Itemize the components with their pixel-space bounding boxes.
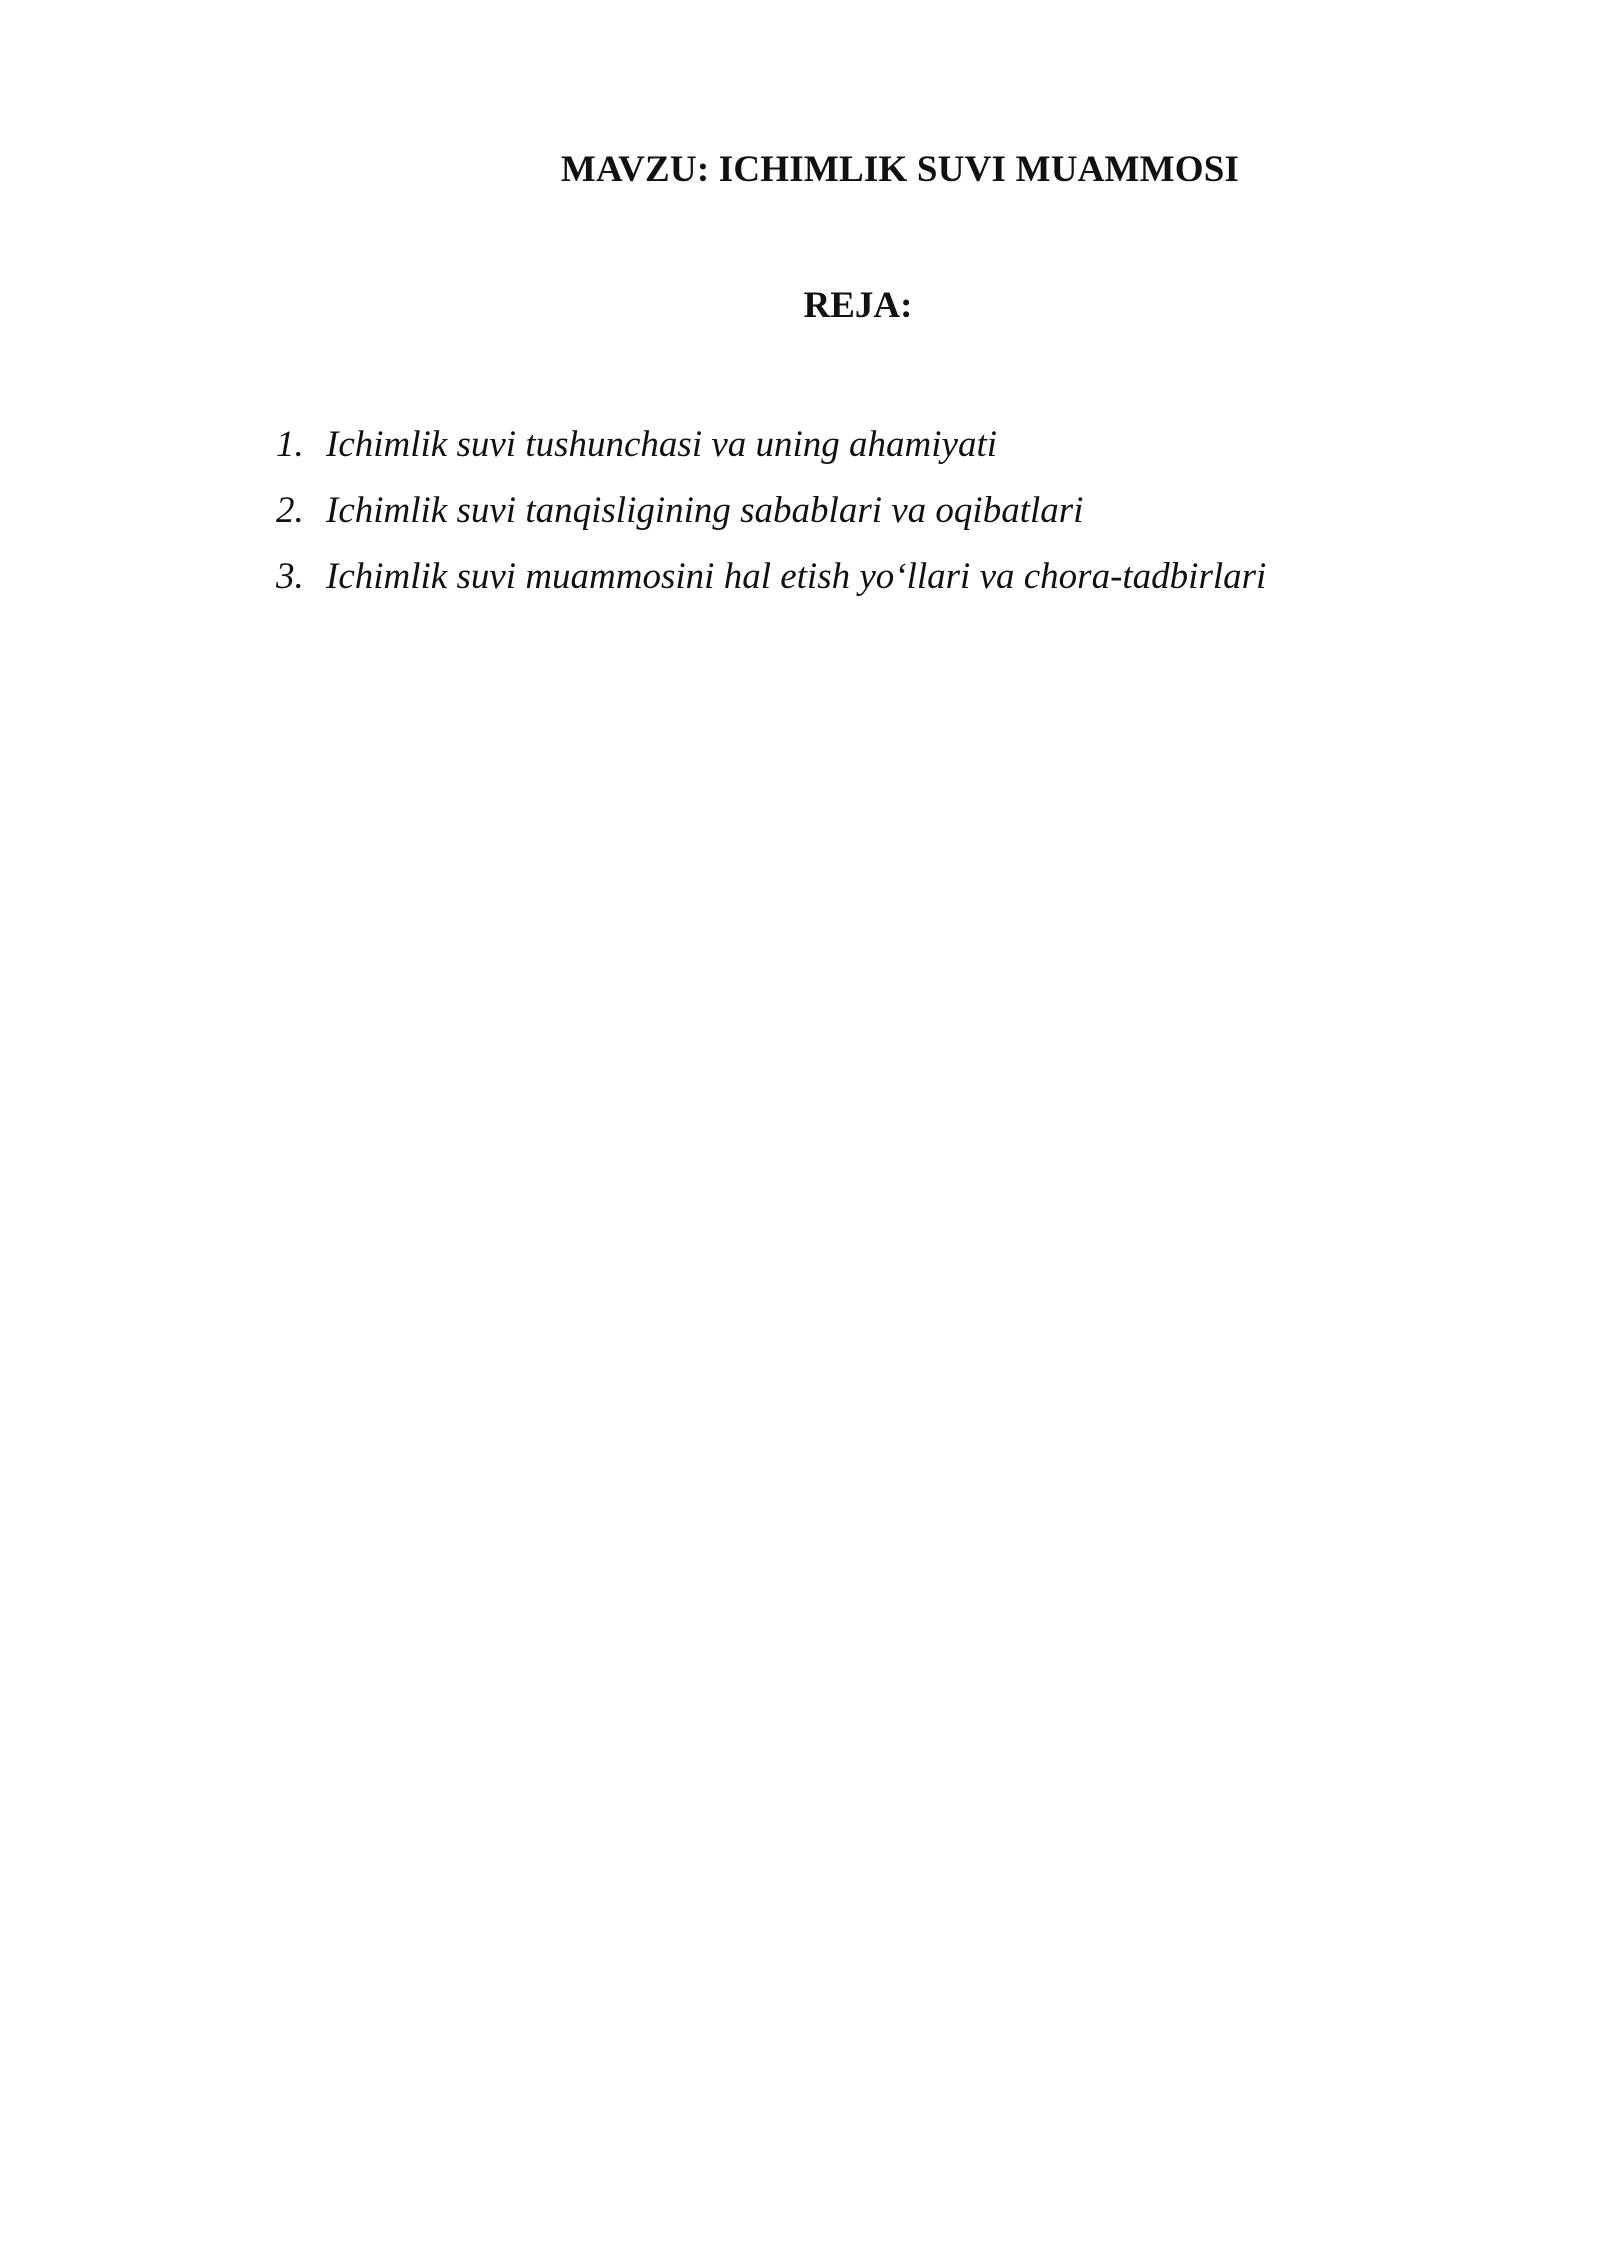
- plan-item-3: [276, 544, 1266, 610]
- plan-item-2: [276, 478, 1266, 544]
- plan-item-text: Ichimlik suvi muammosini hal etish yo‘llari va chora-tadbirlari: [326, 556, 1267, 597]
- plan-item-1: [276, 412, 1266, 478]
- plan-item-number: 2.: [276, 490, 304, 531]
- plan-item-number: 1.: [276, 424, 304, 465]
- page-title: MAVZU: ICHIMLIK SUVI MUAMMOSI: [560, 149, 1240, 190]
- plan-item-number: 3.: [276, 556, 304, 597]
- plan-item-text: Ichimlik suvi tanqisligining sabablari va oqibatlari: [326, 490, 1084, 531]
- plan-item-text: Ichimlik suvi tushunchasi va uning ahamiyati: [326, 424, 998, 465]
- plan-list: [276, 412, 1266, 610]
- plan-heading: REJA:: [803, 285, 913, 326]
